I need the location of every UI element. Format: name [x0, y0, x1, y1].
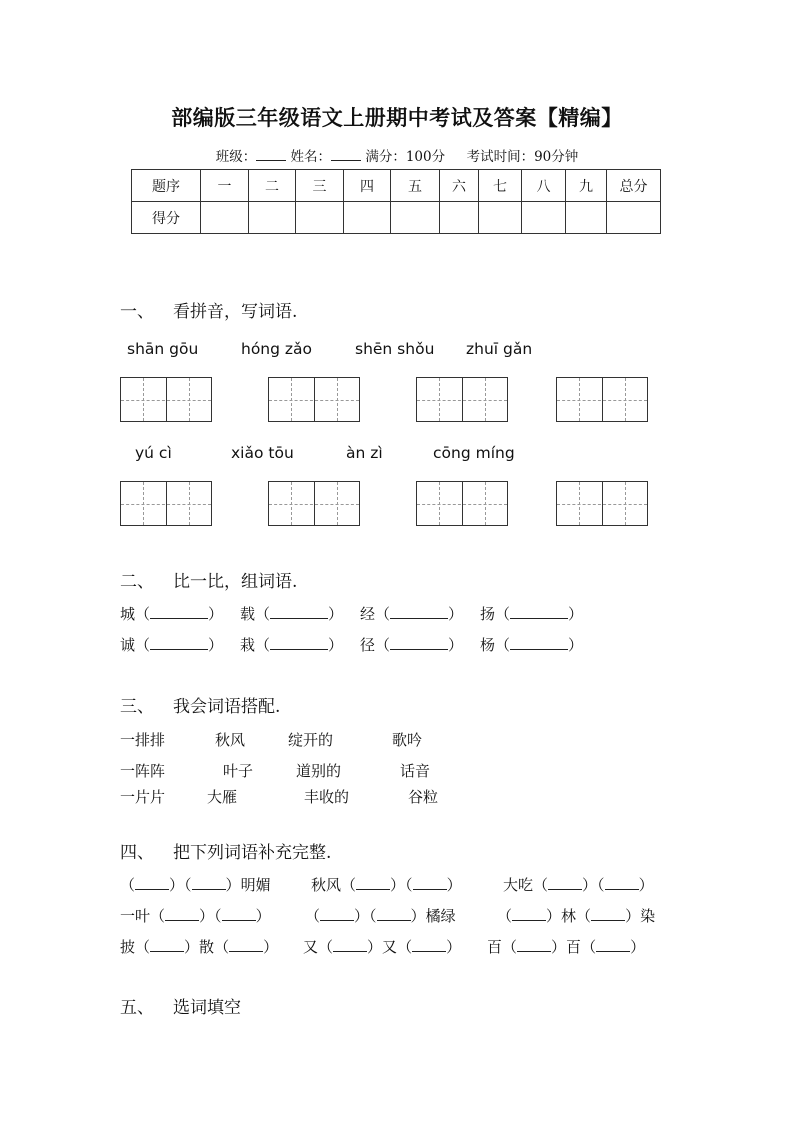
char: 杨: [480, 636, 496, 654]
section-1-heading: [120, 297, 297, 322]
match-word[interactable]: 叶子: [223, 762, 254, 780]
idiom-text: 大吃: [503, 876, 534, 894]
score-cell[interactable]: [201, 202, 249, 234]
match-word[interactable]: 绽开的: [288, 731, 334, 749]
header-cell: 四: [344, 170, 391, 202]
answer-blank[interactable]: [356, 877, 390, 890]
char: 扬: [480, 605, 496, 623]
answer-blank[interactable]: [150, 606, 208, 619]
match-word[interactable]: 一阵阵: [120, 762, 166, 780]
answer-blank[interactable]: [150, 939, 184, 952]
answer-blank[interactable]: [192, 877, 226, 890]
header-cell: 题序: [132, 170, 201, 202]
answer-blank[interactable]: [596, 939, 630, 952]
match-word[interactable]: 话音: [400, 762, 431, 780]
idiom-text: 散: [199, 938, 215, 956]
pinyin: zhuī gǎn: [466, 340, 533, 358]
tian-grid[interactable]: [416, 377, 508, 422]
answer-blank[interactable]: [150, 637, 208, 650]
header-cell: 总分: [607, 170, 661, 202]
tian-grid[interactable]: [120, 481, 212, 526]
section-number: 三、: [120, 697, 154, 717]
idiom-text: 又: [303, 938, 319, 956]
tian-grid[interactable]: [268, 377, 360, 422]
paren-close: ）: [208, 605, 224, 623]
answer-blank[interactable]: [512, 908, 546, 921]
tian-grid[interactable]: [268, 481, 360, 526]
char: 城: [120, 605, 136, 623]
answer-blank[interactable]: [413, 877, 447, 890]
score-table-score-row: [132, 202, 661, 234]
paren-open: （: [255, 605, 271, 623]
tian-grid[interactable]: [416, 481, 508, 526]
section-title: 看拼音，写词语.: [173, 302, 298, 322]
class-label: 班级：: [215, 149, 257, 165]
paren-close: ）: [568, 605, 584, 623]
header-cell: 二: [249, 170, 296, 202]
answer-blank[interactable]: [135, 877, 169, 890]
answer-blank[interactable]: [517, 939, 551, 952]
char-item: [360, 603, 463, 624]
answer-blank[interactable]: [412, 939, 446, 952]
answer-blank[interactable]: [510, 637, 568, 650]
score-cell[interactable]: [566, 202, 607, 234]
paren-open: （: [255, 636, 271, 654]
char-item: [480, 603, 583, 624]
match-word[interactable]: 谷粒: [408, 788, 439, 806]
idiom-text: 林: [561, 907, 577, 925]
section-4-heading: [120, 838, 331, 863]
paren-open: （: [135, 636, 151, 654]
answer-blank[interactable]: [390, 637, 448, 650]
score-cell[interactable]: [391, 202, 440, 234]
name-blank[interactable]: [331, 148, 361, 161]
paren-close: ）: [568, 636, 584, 654]
score-cell[interactable]: [440, 202, 479, 234]
paren-open: （: [495, 636, 511, 654]
answer-blank[interactable]: [605, 877, 639, 890]
section-2-heading: [120, 567, 297, 592]
pinyin: xiǎo tōu: [231, 444, 294, 462]
name-label: 姓名：: [290, 149, 332, 165]
section-title: 选词填空: [173, 998, 241, 1018]
paren-open: （: [375, 636, 391, 654]
header-cell: 六: [440, 170, 479, 202]
row-label: 得分: [132, 202, 201, 234]
section-title: 比一比，组词语.: [173, 572, 298, 592]
paren-close: ）: [448, 636, 464, 654]
paren-open: （: [135, 605, 151, 623]
char: 栽: [240, 636, 256, 654]
exam-time: 考试时间：90分钟: [466, 149, 579, 165]
char: 径: [360, 636, 376, 654]
idiom-item: 百（ ）百（ ）: [487, 938, 646, 956]
idiom-text: 披: [120, 938, 136, 956]
paren-open: （: [495, 605, 511, 623]
pinyin: yú cì: [135, 444, 172, 462]
idiom-item: 大吃（ ）（ ）: [503, 876, 654, 894]
idiom-text: 秋风: [311, 876, 342, 894]
score-table: [131, 169, 661, 234]
idiom-item: 披（ ）散（ ）: [120, 938, 279, 956]
paren-close: ）: [328, 636, 344, 654]
match-word[interactable]: 秋风: [215, 731, 246, 749]
match-word[interactable]: 一片片: [120, 788, 166, 806]
idiom-item: 一叶（ ）（ ）: [120, 907, 271, 925]
tian-grid[interactable]: [556, 481, 648, 526]
idiom-item: （ ）林（ ）染: [497, 907, 656, 925]
match-word[interactable]: 大雁: [207, 788, 238, 806]
answer-blank[interactable]: [548, 877, 582, 890]
full-score: 满分：100分: [365, 149, 446, 165]
char: 诚: [120, 636, 136, 654]
paren-close: ）: [448, 605, 464, 623]
header-cell: 九: [566, 170, 607, 202]
section-number: 五、: [120, 998, 154, 1018]
pinyin: shān gōu: [127, 340, 199, 358]
header-cell: 一: [201, 170, 249, 202]
answer-blank[interactable]: [390, 606, 448, 619]
idiom-text: 橘绿: [425, 907, 456, 925]
answer-blank[interactable]: [270, 606, 328, 619]
idiom-text: 明媚: [240, 876, 271, 894]
score-cell[interactable]: [296, 202, 344, 234]
section-3-heading: [120, 692, 280, 717]
char: 载: [240, 605, 256, 623]
tian-grid[interactable]: [120, 377, 212, 422]
idiom-item: 秋风（ ）（ ）: [311, 876, 462, 894]
idiom-text: 又: [382, 938, 398, 956]
match-word[interactable]: 丰收的: [304, 788, 350, 806]
answer-blank[interactable]: [510, 606, 568, 619]
paren-close: ）: [208, 636, 224, 654]
answer-blank[interactable]: [270, 637, 328, 650]
paren-close: ）: [328, 605, 344, 623]
char-item: [120, 603, 223, 624]
char-item: [120, 634, 223, 655]
match-word[interactable]: 一排排: [120, 731, 166, 749]
header-cell: 五: [391, 170, 440, 202]
idiom-text: 百: [487, 938, 503, 956]
answer-blank[interactable]: [591, 908, 625, 921]
header-cell: 七: [479, 170, 522, 202]
idiom-item: （ ）（ ）明媚: [120, 876, 271, 894]
tian-grid[interactable]: [556, 377, 648, 422]
idiom-text: 百: [566, 938, 582, 956]
section-number: 一、: [120, 302, 154, 322]
char-item: [240, 634, 343, 655]
idiom-item: （ ）（ ）橘绿: [305, 907, 456, 925]
match-word[interactable]: 道别的: [296, 762, 342, 780]
idiom-text: 染: [640, 907, 656, 925]
score-cell[interactable]: [479, 202, 522, 234]
score-cell[interactable]: [522, 202, 566, 234]
answer-blank[interactable]: [377, 908, 411, 921]
char-item: [480, 634, 583, 655]
answer-blank[interactable]: [165, 908, 199, 921]
pinyin: àn zì: [346, 444, 383, 462]
char: 经: [360, 605, 376, 623]
header-cell: 三: [296, 170, 344, 202]
answer-blank[interactable]: [320, 908, 354, 921]
pinyin: cōng míng: [433, 444, 515, 462]
score-cell[interactable]: [607, 202, 661, 234]
section-number: 二、: [120, 572, 154, 592]
section-title: 我会词语搭配.: [173, 697, 281, 717]
idiom-item: 又（ ）又（ ）: [303, 938, 462, 956]
idiom-text: 一叶: [120, 907, 151, 925]
section-title: 把下列词语补充完整.: [173, 843, 332, 863]
paren-open: （: [375, 605, 391, 623]
class-blank[interactable]: [256, 148, 286, 161]
char-item: [240, 603, 343, 624]
answer-blank[interactable]: [222, 908, 256, 921]
section-5-heading: [120, 993, 241, 1018]
section-number: 四、: [120, 843, 154, 863]
answer-blank[interactable]: [229, 939, 263, 952]
char-item: [360, 634, 463, 655]
exam-info: [0, 145, 794, 165]
page-title: 部编版三年级语文上册期中考试及答案【精编】: [171, 105, 623, 130]
pinyin: shēn shǒu: [355, 340, 435, 358]
score-cell[interactable]: [344, 202, 391, 234]
header-cell: 八: [522, 170, 566, 202]
match-word[interactable]: 歌吟: [392, 731, 423, 749]
pinyin: hóng zǎo: [241, 340, 313, 358]
score-cell[interactable]: [249, 202, 296, 234]
score-table-header-row: [132, 170, 661, 202]
answer-blank[interactable]: [333, 939, 367, 952]
